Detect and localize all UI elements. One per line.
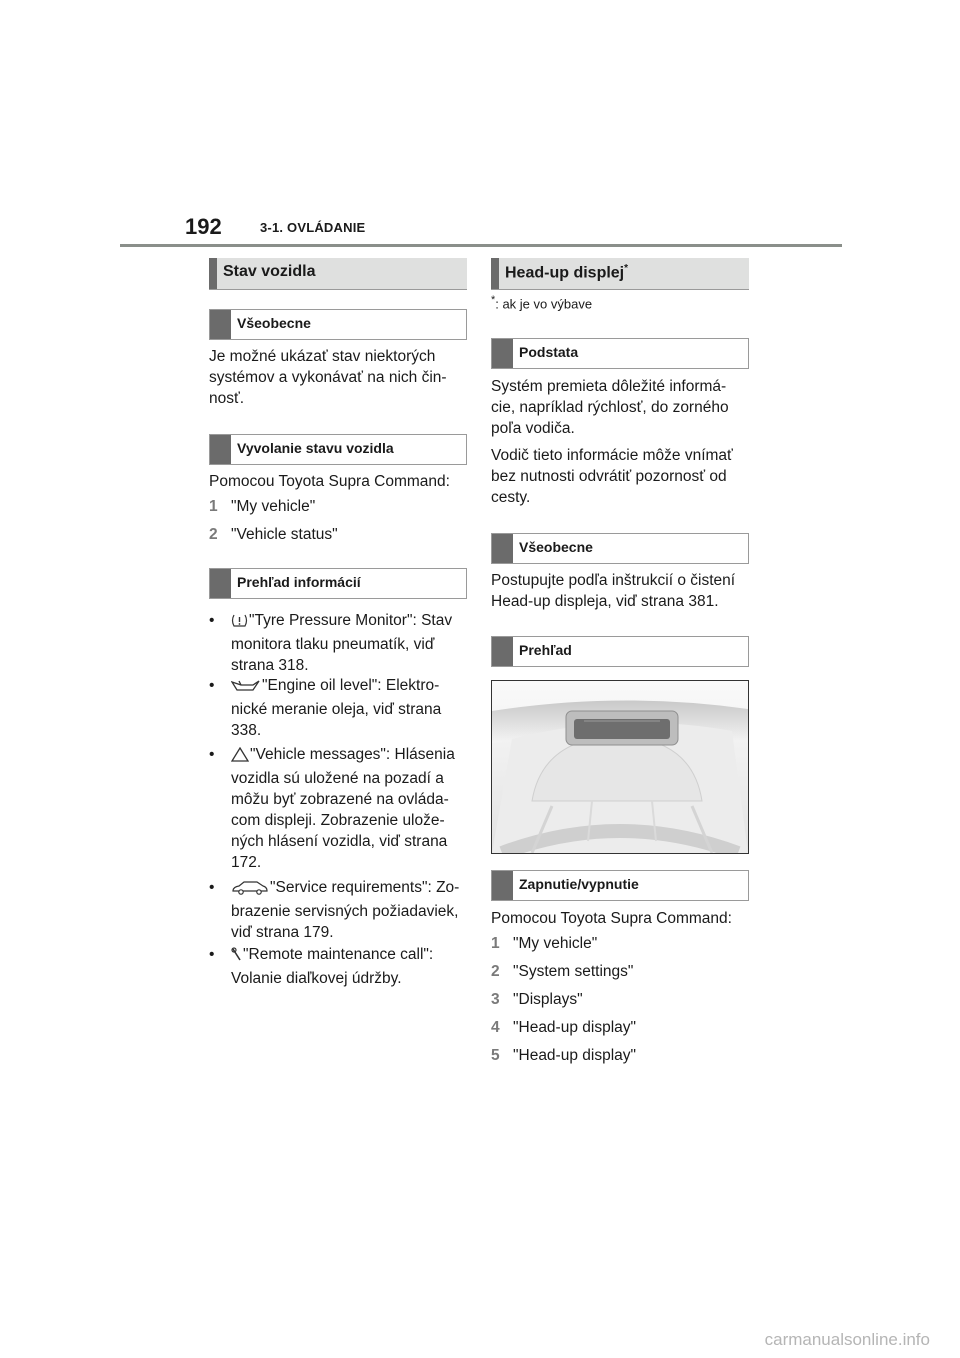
page-number: 192 bbox=[185, 214, 222, 239]
list-item: • "Remote maintenance call": Volanie diaľkovej údržby. bbox=[209, 946, 434, 987]
step-item: 2 "Vehicle status" bbox=[209, 526, 338, 543]
subheading-overview: Prehľad bbox=[491, 636, 749, 667]
tyre-pressure-icon bbox=[231, 613, 248, 634]
subheading-general: Všeobecne bbox=[491, 533, 749, 564]
warning-triangle-icon bbox=[231, 747, 249, 768]
step-item: 3 "Displays" bbox=[491, 991, 583, 1008]
header-rule bbox=[120, 244, 842, 247]
list-item: • "Tyre Pressure Monitor": Stav monitora tlaku pneumatík, viď strana 318. bbox=[209, 612, 453, 674]
basics-paragraph-1: Systém premieta dôležité informá- cie, napríklad rýchlosť, do zorného poľa vodiča. bbox=[491, 378, 729, 437]
optional-equipment-note: *: ak je vo výbave bbox=[491, 294, 593, 312]
watermark: carmanualsonline.info bbox=[764, 1330, 930, 1349]
list-item: • "Vehicle messages": Hlásenia vozidla sú uložené na pozadí a môžu byť zobrazené na ovláda- com displeji. Zobrazenie ulože- ných hlásení vozidla, viď strana 172. bbox=[209, 746, 455, 871]
chapter-title: 3-1. OVLÁDANIE bbox=[260, 220, 366, 235]
subheading-overview: Prehľad informácií bbox=[209, 568, 467, 599]
general-paragraph: Postupujte podľa inštrukcií o čistení Head-up displeja, viď strana 381. bbox=[491, 572, 736, 610]
subheading-call-status: Vyvolanie stavu vozidla bbox=[209, 434, 467, 465]
subheading-toggle: Zapnutie/vypnutie bbox=[491, 870, 749, 901]
head-up-display-illustration bbox=[491, 680, 749, 854]
step-item: 1 "My vehicle" bbox=[209, 498, 316, 515]
section-heading-head-up-display: Head-up displej* bbox=[491, 258, 749, 290]
basics-paragraph-2: Vodič tieto informácie môže vnímať bez nutnosti odvrátiť pozornosť od cesty. bbox=[491, 447, 733, 506]
toggle-intro: Pomocou Toyota Supra Command: bbox=[491, 910, 732, 927]
general-paragraph: Je možné ukázať stav niektorých systémov a vykonávať na nich čin- nosť. bbox=[209, 348, 447, 407]
subheading-basics: Podstata bbox=[491, 338, 749, 369]
section-heading-vehicle-status: Stav vozidla bbox=[209, 258, 467, 290]
car-icon bbox=[231, 880, 269, 901]
step-item: 2 "System settings" bbox=[491, 963, 634, 980]
list-item: • "Service requirements": Zo- brazenie servisných požiadaviek, viď strana 179. bbox=[209, 879, 460, 941]
wrench-icon bbox=[231, 947, 242, 968]
step-item: 4 "Head-up display" bbox=[491, 1019, 637, 1036]
step-item: 5 "Head-up display" bbox=[491, 1047, 637, 1064]
subheading-general: Všeobecne bbox=[209, 309, 467, 340]
list-item: • "Engine oil level": Elektro- nické meranie oleja, viď strana 338. bbox=[209, 677, 442, 739]
step-item: 1 "My vehicle" bbox=[491, 935, 598, 952]
call-intro: Pomocou Toyota Supra Command: bbox=[209, 473, 450, 490]
engine-oil-icon bbox=[231, 678, 261, 699]
